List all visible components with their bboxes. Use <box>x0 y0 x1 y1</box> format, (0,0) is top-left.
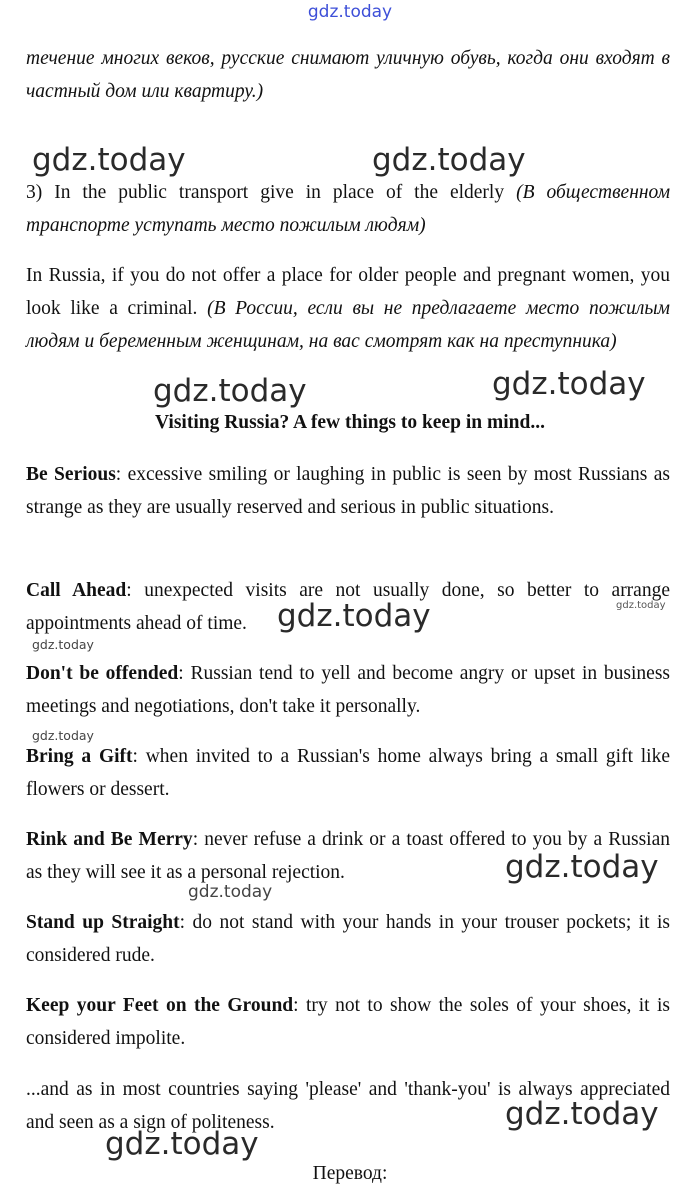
tip-title: Be Serious <box>26 464 116 485</box>
point3-english: 3) In the public transport give in place of the elderly <box>26 182 505 203</box>
point3-detail-russian: (В России, если вы не предлагаете место пожилым людям и беременным женщинам, на вас смотрят как на преступника) <box>26 298 671 352</box>
tip-title: Rink and Be Merry <box>26 829 193 850</box>
point3-detail-english: In Russia, if you do not offer a place for older people and pregnant women, you look like a criminal. <box>26 265 670 319</box>
tip-text: : excessive smiling or laughing in public is seen by most Russians as strange as they are usually reserved and serious in public situations. <box>26 464 670 518</box>
translation-label: Перевод: <box>312 1163 388 1184</box>
tip-title: Keep your Feet on the Ground <box>26 995 294 1016</box>
tip-text: : try not to show the soles of your shoes, it is considered impolite. <box>26 995 671 1049</box>
tip-bring-a-gift <box>26 740 670 806</box>
watermark-large: gdz.today <box>492 366 646 402</box>
intro-tail-paragraph: течение многих веков, русские снимают уличную обувь, когда они входят в частный дом или квартиру.) <box>26 48 670 102</box>
watermark-large: gdz.today <box>153 373 307 409</box>
tip-title: Bring a Gift <box>26 746 133 767</box>
point3-paragraph <box>26 176 670 242</box>
tip-title: Call Ahead <box>26 580 127 601</box>
watermark-large: gdz.today <box>372 142 526 178</box>
watermark-large: gdz.today <box>505 1096 659 1132</box>
watermark-large: gdz.today <box>32 142 186 178</box>
watermark-large: gdz.today <box>505 849 659 885</box>
tip-title: Stand up Straight <box>26 912 180 933</box>
watermark-large: gdz.today <box>277 598 431 634</box>
watermark-large: gdz.today <box>105 1126 259 1162</box>
tip-dont-be-offended <box>26 657 670 723</box>
watermark-top: gdz.today <box>307 2 393 22</box>
tip-be-serious <box>26 458 670 524</box>
tip-keep-your-feet <box>26 989 670 1055</box>
section-heading: Visiting Russia? A few things to keep in mind... <box>155 412 545 433</box>
tip-text: : Russian tend to yell and become angry or upset in business meetings and negotiations, don't take it personally. <box>26 663 670 717</box>
watermark-small: gdz.today <box>32 637 94 652</box>
tip-stand-up-straight <box>26 906 670 972</box>
tip-text: : unexpected visits are not usually done, so better to arrange appointments ahead of time. <box>26 580 670 634</box>
tip-text: : when invited to a Russian's home always bring a small gift like flowers or dessert. <box>26 746 671 800</box>
point3-detail-paragraph <box>26 259 670 358</box>
tip-text: : never refuse a drink or a toast offered to you by a Russian as they will see it as a personal rejection. <box>26 829 670 883</box>
point3-russian: (В общественном транспорте уступать место пожилым людям) <box>26 182 671 236</box>
watermark-tiny: gdz.today <box>616 600 666 611</box>
tip-text: : do not stand with your hands in your trouser pockets; it is considered rude. <box>26 912 671 966</box>
watermark-small: gdz.today <box>188 882 273 902</box>
tip-title: Don't be offended <box>26 663 179 684</box>
closing-paragraph: ...and as in most countries saying 'please' and 'thank-you' is always appreciated and seen as a sign of politeness. <box>26 1079 670 1133</box>
watermark-small: gdz.today <box>32 728 94 743</box>
